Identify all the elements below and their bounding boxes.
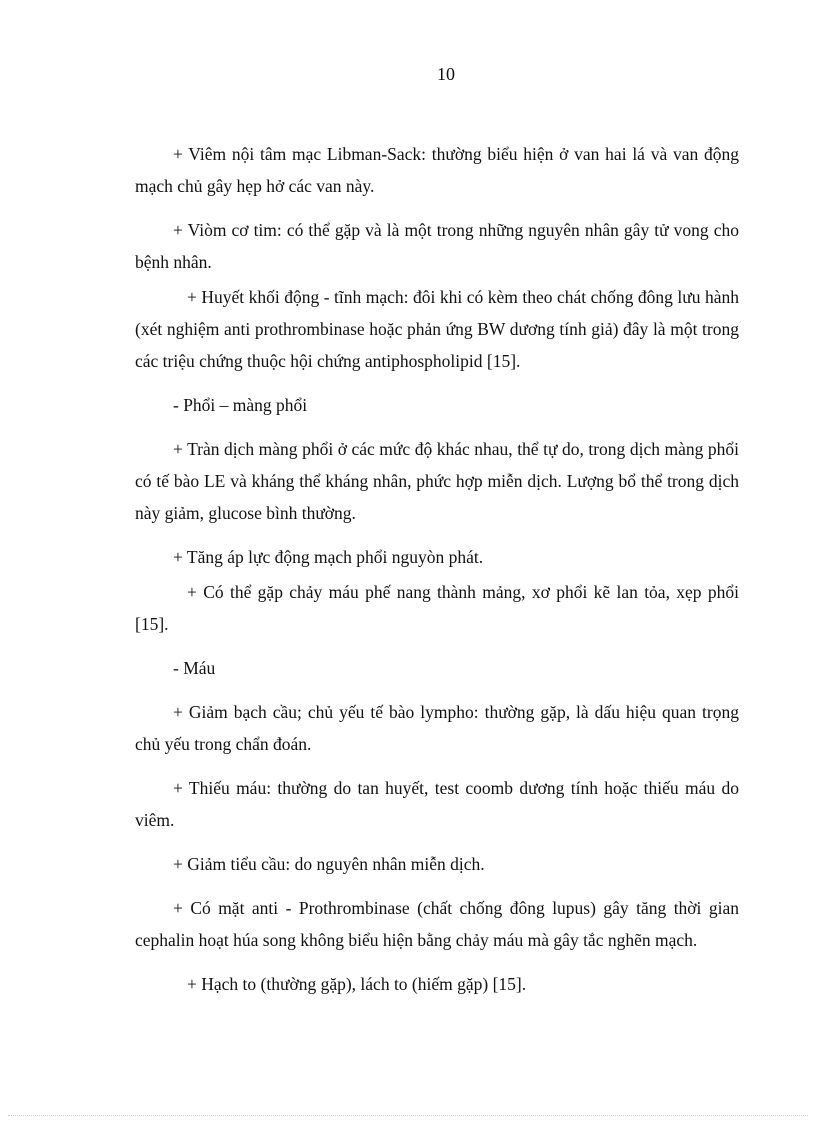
paragraph-lymphadenopathy: + Hạch to (thường gặp), lách to (hiếm gặp) [15].	[187, 974, 527, 994]
paragraph-libman-sack: + Viêm nội tâm mạc Libman-Sack: thường biểu hiện ở van hai lá và van động mạch chủ gây hẹp hở các van này.	[135, 144, 739, 196]
paragraph-pulmonary-hypertension: + Tăng áp lực động mạch phổi nguyòn phát.	[173, 547, 484, 567]
paragraph-thrombosis: + Huyết khối động - tĩnh mạch: đôi khi có kèm theo chát chống đông lưu hành (xét nghiệm anti prothrombinase hoặc phản ứng BW dương tính giả) đây là một trong các triệu chứng thuộc hội chứng antiphospholipid [15].	[135, 287, 739, 371]
paragraph-thrombocytopenia: + Giảm tiểu cầu: do nguyên nhân miễn dịch.	[173, 854, 485, 874]
page-bottom-rule	[8, 1115, 808, 1116]
paragraph-pleural-effusion: + Tràn dịch màng phổi ở các mức độ khác nhau, thể tự do, trong dịch màng phổi có tế bào LE và kháng thể kháng nhân, phức hợp miễn dịch. Lượng bổ thể trong dịch này giảm, glucose bình thường.	[135, 439, 739, 523]
paragraph-leukopenia: + Giảm bạch cầu; chủ yếu tế bào lympho: thường gặp, là dấu hiệu quan trọng chủ yếu trong chẩn đoán.	[135, 702, 739, 754]
paragraph-anemia: + Thiếu máu: thường do tan huyết, test coomb dương tính hoặc thiếu máu do viêm.	[135, 778, 739, 830]
document-body	[135, 138, 739, 1012]
page-number: 10	[437, 64, 455, 84]
paragraph-lupus-anticoagulant: + Có mặt anti - Prothrombinase (chất chống đông lupus) gây tăng thời gian cephalin hoạt húa song không biểu hiện bằng chảy máu mà gây tắc nghẽn mạch.	[135, 898, 739, 950]
paragraph-alveolar-hemorrhage: + Có thể gặp chảy máu phế nang thành mảng, xơ phổi kẽ lan tỏa, xẹp phổi [15].	[135, 582, 739, 634]
section-heading-blood: - Máu	[173, 658, 216, 678]
paragraph-myocarditis: + Viòm cơ tim: có thể gặp và là một trong những nguyên nhân gây tử vong cho bệnh nhân.	[135, 220, 739, 272]
section-heading-lungs: - Phổi – màng phổi	[173, 395, 308, 415]
